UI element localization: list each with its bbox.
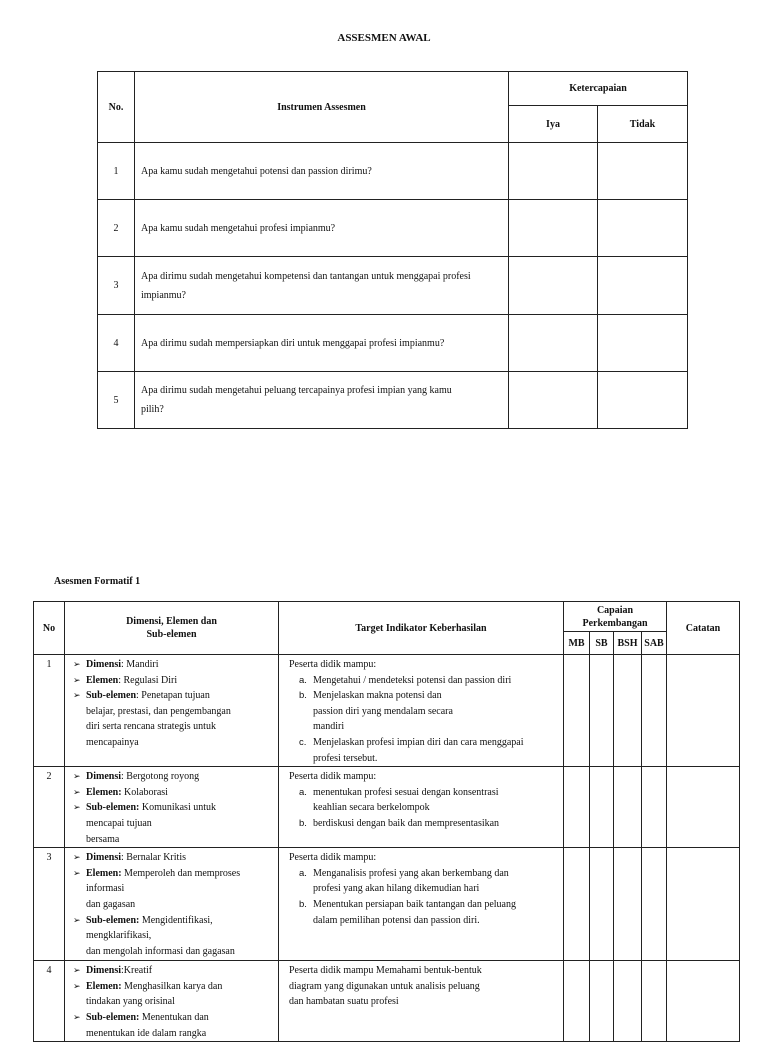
question-text: Apa kamu sudah mengetahui profesi impianmu? bbox=[141, 222, 336, 234]
capaian-sb-cell[interactable] bbox=[590, 848, 614, 961]
header-bsh: BSH bbox=[614, 632, 642, 655]
answer-tidak-cell[interactable] bbox=[598, 372, 688, 429]
arrow-bullet-icon: ➢ bbox=[73, 980, 81, 991]
dimensi-item bbox=[73, 979, 274, 1010]
dimensi-value-cont: diri serta rencana strategis untuk bbox=[86, 721, 216, 733]
dimensi-label: Sub-elemen bbox=[86, 690, 136, 702]
asesmen-formatif-table bbox=[33, 601, 740, 1042]
indicator-item bbox=[289, 673, 557, 689]
dimensi-label: Elemen: bbox=[86, 786, 122, 798]
indicator-text: Menjelaskan makna potensi dan bbox=[313, 690, 442, 702]
dimensi-label: Sub-elemen: bbox=[86, 802, 140, 814]
dimensi-separator: : bbox=[118, 674, 124, 686]
question-text-cont: impianmu? bbox=[141, 289, 186, 301]
catatan-cell[interactable] bbox=[667, 767, 740, 848]
dimensi-label: Elemen bbox=[86, 674, 119, 686]
dimensi-value: Bernalar Kritis bbox=[126, 852, 186, 864]
answer-iya-cell[interactable] bbox=[509, 315, 598, 372]
catatan-cell[interactable] bbox=[667, 655, 740, 767]
arrow-bullet-icon: ➢ bbox=[73, 802, 81, 813]
dimensi-value-cont: menentukan ide dalam rangka bbox=[86, 1027, 207, 1039]
indicator-marker: c. bbox=[299, 736, 307, 748]
header-dimensi-line1: Dimensi, Elemen dan bbox=[126, 616, 217, 627]
dimensi-separator: : bbox=[121, 659, 127, 670]
indicator-text: profesi yang akan hilang dikemudian hari bbox=[313, 883, 480, 895]
capaian-sb-cell[interactable] bbox=[590, 655, 614, 767]
capaian-mb-cell[interactable] bbox=[564, 848, 590, 961]
table-row bbox=[34, 848, 740, 961]
indicator-text: Menjelaskan profesi impian diri dan cara menggapai bbox=[313, 736, 524, 748]
question-cell bbox=[135, 200, 509, 257]
question-text: Apa kamu sudah mengetahui potensi dan passion dirimu? bbox=[141, 165, 372, 177]
dimensi-value: Kreatif bbox=[123, 965, 153, 977]
dimensi-label: Dimensi bbox=[86, 771, 121, 783]
header-capaian-line1: Capaian bbox=[596, 604, 634, 616]
answer-iya-cell[interactable] bbox=[509, 257, 598, 315]
arrow-bullet-icon: ➢ bbox=[73, 659, 81, 669]
indicator-text: berdiskusi dengan baik dan mempresentasikan bbox=[313, 817, 500, 829]
question-text: Apa dirimu sudah mempersiapkan diri untuk menggapai profesi impianmu? bbox=[141, 337, 445, 349]
dimensi-cell bbox=[65, 848, 279, 961]
dimensi-label: Dimensi bbox=[86, 852, 121, 864]
indicator-marker: a. bbox=[299, 674, 307, 686]
dimensi-label: Elemen: bbox=[86, 867, 122, 879]
target-cell bbox=[279, 767, 564, 848]
header-ketercapaian: Ketercapaian bbox=[509, 72, 688, 106]
row-number: 1 bbox=[34, 655, 65, 767]
target-cell bbox=[279, 848, 564, 961]
header-catatan: Catatan bbox=[667, 602, 740, 655]
answer-tidak-cell[interactable] bbox=[598, 143, 688, 200]
target-intro: Peserta didik mampu: bbox=[289, 852, 377, 864]
capaian-sb-cell[interactable] bbox=[590, 767, 614, 848]
indicator-text: passion diri yang mendalam secara bbox=[313, 705, 453, 717]
dimensi-item bbox=[73, 850, 274, 866]
dimensi-item bbox=[73, 785, 274, 801]
row-number: 2 bbox=[34, 767, 65, 848]
dimensi-label: Sub-elemen: bbox=[86, 1011, 140, 1023]
dimensi-value-cont: informasi bbox=[86, 883, 125, 895]
dimensi-item bbox=[73, 866, 274, 913]
header-iya: Iya bbox=[509, 106, 598, 143]
dimensi-separator: : bbox=[121, 965, 124, 977]
dimensi-item bbox=[73, 673, 274, 689]
dimensi-item bbox=[73, 1010, 274, 1041]
indicator-item bbox=[289, 785, 557, 816]
dimensi-item bbox=[73, 800, 274, 847]
target-cell bbox=[279, 655, 564, 767]
dimensi-value: Regulasi Diri bbox=[123, 674, 178, 686]
question-cell bbox=[135, 257, 509, 315]
header-tidak: Tidak bbox=[598, 106, 688, 143]
catatan-cell[interactable] bbox=[667, 961, 740, 1042]
dimensi-label: Dimensi bbox=[86, 659, 121, 670]
indicator-text: Mengetahui / mendeteksi potensi dan passion diri bbox=[313, 674, 512, 686]
table-row bbox=[34, 655, 740, 767]
dimensi-value-cont: mencapainya bbox=[86, 736, 139, 748]
dimensi-separator: : bbox=[136, 690, 142, 702]
dimensi-value: Memperoleh dan memproses bbox=[124, 867, 241, 879]
dimensi-value: Menghasilkan karya dan bbox=[124, 980, 223, 992]
question-text-cont: pilih? bbox=[141, 404, 164, 415]
header-capaian bbox=[564, 602, 667, 632]
target-cell bbox=[279, 961, 564, 1042]
dimensi-item bbox=[73, 688, 274, 750]
arrow-bullet-icon: ➢ bbox=[73, 867, 81, 878]
indicator-text: keahlian secara berkelompok bbox=[313, 802, 430, 814]
header-dimensi-line2: Sub-elemen bbox=[146, 629, 197, 640]
indicator-marker: b. bbox=[299, 898, 307, 910]
arrow-bullet-icon: ➢ bbox=[73, 674, 81, 685]
header-mb: MB bbox=[564, 632, 590, 655]
dimensi-value: Kolaborasi bbox=[124, 786, 168, 798]
capaian-mb-cell[interactable] bbox=[564, 655, 590, 767]
table-row bbox=[98, 200, 688, 257]
dimensi-label: Elemen: bbox=[86, 980, 122, 992]
dimensi-cell bbox=[65, 767, 279, 848]
catatan-cell[interactable] bbox=[667, 848, 740, 961]
indicator-text: Menganalisis profesi yang akan berkembang dan bbox=[313, 867, 509, 879]
answer-tidak-cell[interactable] bbox=[598, 315, 688, 372]
arrow-bullet-icon: ➢ bbox=[73, 1011, 81, 1022]
indicator-item bbox=[289, 816, 557, 832]
dimensi-value-cont: mengklarifikasi, bbox=[86, 930, 152, 942]
capaian-sab-cell[interactable] bbox=[642, 767, 667, 848]
capaian-mb-cell[interactable] bbox=[564, 767, 590, 848]
dimensi-value-cont: dan mengolah informasi dan gagasan bbox=[86, 945, 235, 957]
answer-iya-cell[interactable] bbox=[509, 372, 598, 429]
dimensi-value: Komunikasi untuk bbox=[141, 802, 217, 814]
capaian-bsh-cell[interactable] bbox=[614, 848, 642, 961]
dimensi-item bbox=[73, 657, 274, 673]
table-row bbox=[98, 143, 688, 200]
capaian-bsh-cell[interactable] bbox=[614, 767, 642, 848]
header-no: No bbox=[34, 602, 65, 655]
target-intro: Peserta didik mampu: bbox=[289, 659, 377, 670]
table-row bbox=[34, 961, 740, 1042]
dimensi-value: Penetapan tujuan bbox=[141, 690, 210, 702]
question-cell bbox=[135, 143, 509, 200]
capaian-mb-cell[interactable] bbox=[564, 961, 590, 1042]
dimensi-cell bbox=[65, 961, 279, 1042]
row-number: 2 bbox=[98, 200, 135, 257]
header-sb: SB bbox=[590, 632, 614, 655]
arrow-bullet-icon: ➢ bbox=[73, 771, 81, 782]
dimensi-label: Sub-elemen: bbox=[86, 914, 140, 926]
arrow-bullet-icon: ➢ bbox=[73, 786, 81, 797]
row-number: 4 bbox=[34, 961, 65, 1042]
table-row bbox=[34, 767, 740, 848]
document-title: ASSESMEN AWAL bbox=[337, 32, 431, 44]
indicator-item bbox=[289, 688, 557, 735]
table-row bbox=[98, 372, 688, 429]
header-sab: SAB bbox=[642, 632, 667, 655]
question-cell bbox=[135, 315, 509, 372]
section-title-formatif: Asesmen Formatif 1 bbox=[54, 576, 141, 587]
header-instrumen: Instrumen Assesmen bbox=[135, 72, 509, 143]
row-number: 5 bbox=[98, 372, 135, 429]
capaian-sab-cell[interactable] bbox=[642, 848, 667, 961]
header-no: No. bbox=[98, 72, 135, 143]
indicator-text: menentukan profesi sesuai dengan konsentrasi bbox=[313, 786, 499, 798]
arrow-bullet-icon: ➢ bbox=[73, 914, 81, 925]
row-number: 4 bbox=[98, 315, 135, 372]
arrow-bullet-icon: ➢ bbox=[73, 690, 81, 701]
capaian-sab-cell[interactable] bbox=[642, 961, 667, 1042]
dimensi-value: Menentukan dan bbox=[141, 1011, 209, 1023]
capaian-bsh-cell[interactable] bbox=[614, 961, 642, 1042]
row-number: 3 bbox=[34, 848, 65, 961]
question-cell bbox=[135, 372, 509, 429]
arrow-bullet-icon: ➢ bbox=[73, 965, 81, 976]
dimensi-value: Mengidentifikasi, bbox=[141, 914, 213, 926]
indicator-marker: b. bbox=[299, 817, 307, 829]
indicator-text: Menentukan persiapan baik tantangan dan peluang bbox=[313, 898, 516, 910]
dimensi-value-cont: belajar, prestasi, dan pengembangan bbox=[86, 705, 231, 717]
arrow-bullet-icon: ➢ bbox=[73, 852, 81, 863]
indicator-item bbox=[289, 897, 557, 928]
target-text-cont: diagram yang digunakan untuk analisis peluang bbox=[289, 980, 480, 992]
assesmen-awal-table bbox=[97, 71, 688, 429]
dimensi-value: Mandiri bbox=[126, 659, 159, 670]
indicator-marker: b. bbox=[299, 690, 307, 702]
indicator-marker: a. bbox=[299, 786, 307, 798]
capaian-sb-cell[interactable] bbox=[590, 961, 614, 1042]
dimensi-separator: : bbox=[121, 852, 127, 864]
dimensi-cell bbox=[65, 655, 279, 767]
dimensi-value-cont: tindakan yang orisinal bbox=[86, 996, 175, 1008]
dimensi-item bbox=[73, 769, 274, 785]
row-number: 3 bbox=[98, 257, 135, 315]
dimensi-value: Bergotong royong bbox=[126, 771, 200, 783]
indicator-marker: a. bbox=[299, 867, 307, 879]
target-intro: Peserta didik mampu Memahami bentuk-bentuk bbox=[289, 965, 482, 977]
indicator-text: mandiri bbox=[313, 721, 345, 733]
indicator-item bbox=[289, 866, 557, 897]
answer-iya-cell[interactable] bbox=[509, 143, 598, 200]
dimensi-value-cont: dan gagasan bbox=[86, 898, 136, 910]
dimensi-separator: : bbox=[121, 771, 127, 783]
target-text-cont: dan hambatan suatu profesi bbox=[289, 996, 399, 1008]
header-target: Target Indikator Keberhasilan bbox=[279, 602, 564, 655]
table-row bbox=[98, 257, 688, 315]
table-row bbox=[98, 315, 688, 372]
dimensi-item bbox=[73, 913, 274, 960]
dimensi-value-cont: bersama bbox=[86, 833, 120, 845]
indicator-item bbox=[289, 735, 557, 766]
dimensi-label: Dimensi bbox=[86, 965, 121, 977]
answer-tidak-cell[interactable] bbox=[598, 257, 688, 315]
indicator-text: dalam pemilihan potensi dan passion diri. bbox=[313, 914, 480, 926]
header-dimensi bbox=[65, 602, 279, 655]
indicator-text: profesi tersebut. bbox=[313, 752, 378, 764]
capaian-bsh-cell[interactable] bbox=[614, 655, 642, 767]
answer-iya-cell[interactable] bbox=[509, 200, 598, 257]
question-text: Apa dirimu sudah mengetahui kompetensi dan tantangan untuk menggapai profesi bbox=[141, 270, 471, 282]
answer-tidak-cell[interactable] bbox=[598, 200, 688, 257]
row-number: 1 bbox=[98, 143, 135, 200]
dimensi-value-cont: mencapai tujuan bbox=[86, 817, 152, 829]
question-text: Apa dirimu sudah mengetahui peluang tercapainya profesi impian yang kamu bbox=[141, 385, 452, 396]
dimensi-item bbox=[73, 963, 274, 979]
capaian-sab-cell[interactable] bbox=[642, 655, 667, 767]
header-capaian-line2: Perkembangan bbox=[582, 617, 648, 629]
target-intro: Peserta didik mampu: bbox=[289, 771, 377, 783]
